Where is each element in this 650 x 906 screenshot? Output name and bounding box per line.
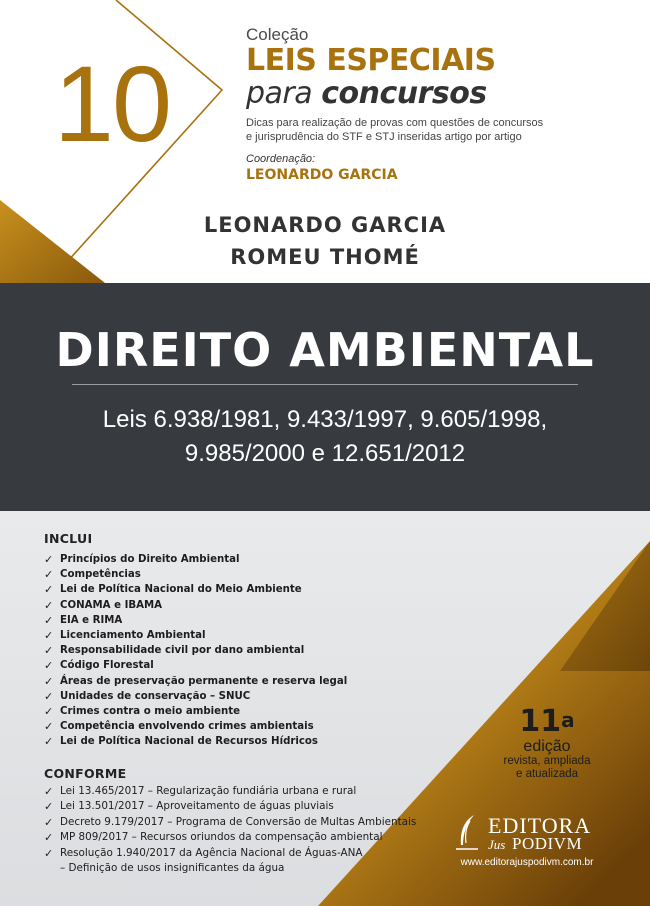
list-item — [44, 658, 347, 673]
list-item-text: Competência envolvendo crimes ambientais — [60, 721, 314, 733]
list-item-text: Unidades de conservação – SNUC — [60, 690, 251, 702]
laws-line: Leis 6.938/1981, 9.433/1997, 9.605/1998, — [102, 406, 548, 433]
list-item — [44, 628, 347, 643]
author-name: ROMEU THOMÉ — [230, 245, 420, 269]
publisher-url: www.editorajuspodivm.com.br — [460, 857, 594, 868]
list-item — [44, 719, 347, 734]
list-item — [44, 784, 416, 799]
check-icon: ✓ — [44, 705, 54, 719]
check-icon: ✓ — [44, 674, 54, 688]
series-subtitle — [246, 78, 566, 110]
list-item-text: Competências — [60, 569, 141, 581]
list-item — [44, 815, 416, 830]
list-item-text: Responsabilidade civil por dano ambiental — [60, 645, 305, 657]
publisher-jus: Jus — [488, 837, 506, 852]
list-item — [44, 674, 347, 689]
check-icon: ✓ — [44, 800, 54, 814]
edition-superscript: a — [561, 708, 575, 732]
book-title: DIREITO AMBIENTAL — [55, 323, 595, 377]
edition-number-value: 11 — [519, 704, 562, 739]
list-item — [44, 582, 347, 597]
list-item — [44, 704, 347, 719]
check-icon: ✓ — [44, 568, 54, 582]
volume-number: 10 — [53, 43, 171, 164]
list-item-text: Código Florestal — [60, 660, 154, 672]
list-item-text: Licenciamento Ambiental — [60, 630, 206, 642]
edition-note: revista, ampliada — [503, 755, 591, 767]
series-description-line: e jurisprudência do STF e STJ inseridas artigo por artigo — [246, 131, 522, 143]
conforme-heading: CONFORME — [44, 766, 127, 781]
inclui-heading: INCLUI — [44, 531, 93, 546]
check-icon: ✓ — [44, 720, 54, 734]
inclui-list — [44, 552, 347, 750]
list-item — [44, 846, 416, 861]
list-item-text: MP 809/2017 – Recursos oriundos da compensação ambiental — [60, 831, 383, 844]
check-icon: ✓ — [44, 553, 54, 566]
check-icon: ✓ — [44, 613, 54, 627]
list-item-text: Princípios do Direito Ambiental — [60, 554, 240, 565]
check-icon: ✓ — [44, 831, 54, 845]
check-icon: ✓ — [44, 659, 54, 673]
edition-badge — [480, 706, 614, 780]
list-item — [44, 734, 347, 749]
list-item — [44, 613, 347, 628]
series-title: LEIS ESPECIAIS — [246, 43, 496, 78]
series-subtitle-main: concursos — [321, 76, 487, 111]
list-item — [44, 567, 347, 582]
title-divider — [72, 384, 578, 385]
brown-diagonal-shade — [560, 541, 650, 671]
list-item-text: Resolução 1.940/2017 da Agência Nacional de Águas-ANA — [60, 846, 363, 859]
title-band — [0, 283, 650, 511]
list-item — [44, 552, 347, 567]
list-item-continuation — [44, 861, 416, 876]
coordinator-name: LEONARDO GARCIA — [246, 167, 398, 183]
check-icon: ✓ — [44, 644, 54, 658]
check-icon: ✓ — [44, 598, 54, 612]
conforme-list — [44, 784, 416, 876]
list-item-text: Lei 13.465/2017 – Regularização fundiária urbana e rural — [60, 785, 357, 797]
check-icon: ✓ — [44, 735, 54, 749]
check-icon: ✓ — [44, 629, 54, 643]
series-block — [246, 26, 566, 184]
publisher-podivm: PODIVM — [512, 834, 583, 853]
contents-area — [0, 511, 650, 906]
check-icon: ✓ — [44, 689, 54, 703]
edition-word: edição — [523, 738, 571, 755]
edition-number — [480, 706, 614, 738]
edition-note: e atualizada — [515, 767, 579, 780]
list-item — [44, 689, 347, 704]
publisher-logo — [452, 813, 632, 873]
list-item — [44, 643, 347, 658]
list-item-text: Crimes contra o meio ambiente — [60, 706, 241, 718]
list-item — [44, 598, 347, 613]
list-item-text: EIA e RIMA — [60, 614, 123, 626]
check-icon: ✓ — [44, 785, 54, 798]
list-item-text: CONAMA e IBAMA — [60, 599, 163, 611]
check-icon: ✓ — [44, 846, 54, 860]
series-description — [246, 116, 566, 144]
list-item-text: Decreto 9.179/2017 – Programa de Conversão de Multas Ambientais — [60, 815, 417, 828]
series-description-line: Dicas para realização de provas com questões de concursos — [246, 117, 544, 129]
coordination-label: Coordenação: — [246, 153, 316, 165]
gold-corner-triangle — [0, 200, 105, 283]
list-item — [44, 830, 416, 845]
list-item-text: Lei 13.501/2017 – Aproveitamento de águas pluviais — [60, 800, 334, 813]
list-item-text: Lei de Política Nacional de Recursos Hídricos — [60, 736, 318, 748]
series-colecao: Coleção — [246, 25, 309, 44]
series-subtitle-prefix: para — [246, 76, 313, 111]
quill-logo-icon — [452, 813, 482, 853]
list-item-text: Áreas de preservação permanente e reserva legal — [60, 675, 348, 687]
list-item-text: Lei de Política Nacional do Meio Ambiente — [60, 584, 302, 596]
check-icon: ✓ — [44, 815, 54, 829]
author-name: LEONARDO GARCIA — [203, 213, 447, 237]
list-item-text: – Definição de usos insignificantes da água — [60, 862, 285, 875]
check-icon: ✓ — [44, 583, 54, 597]
list-item — [44, 799, 416, 814]
laws-line: 9.985/2000 e 12.651/2012 — [184, 440, 466, 467]
publisher-name: EDITORA — [488, 813, 592, 838]
